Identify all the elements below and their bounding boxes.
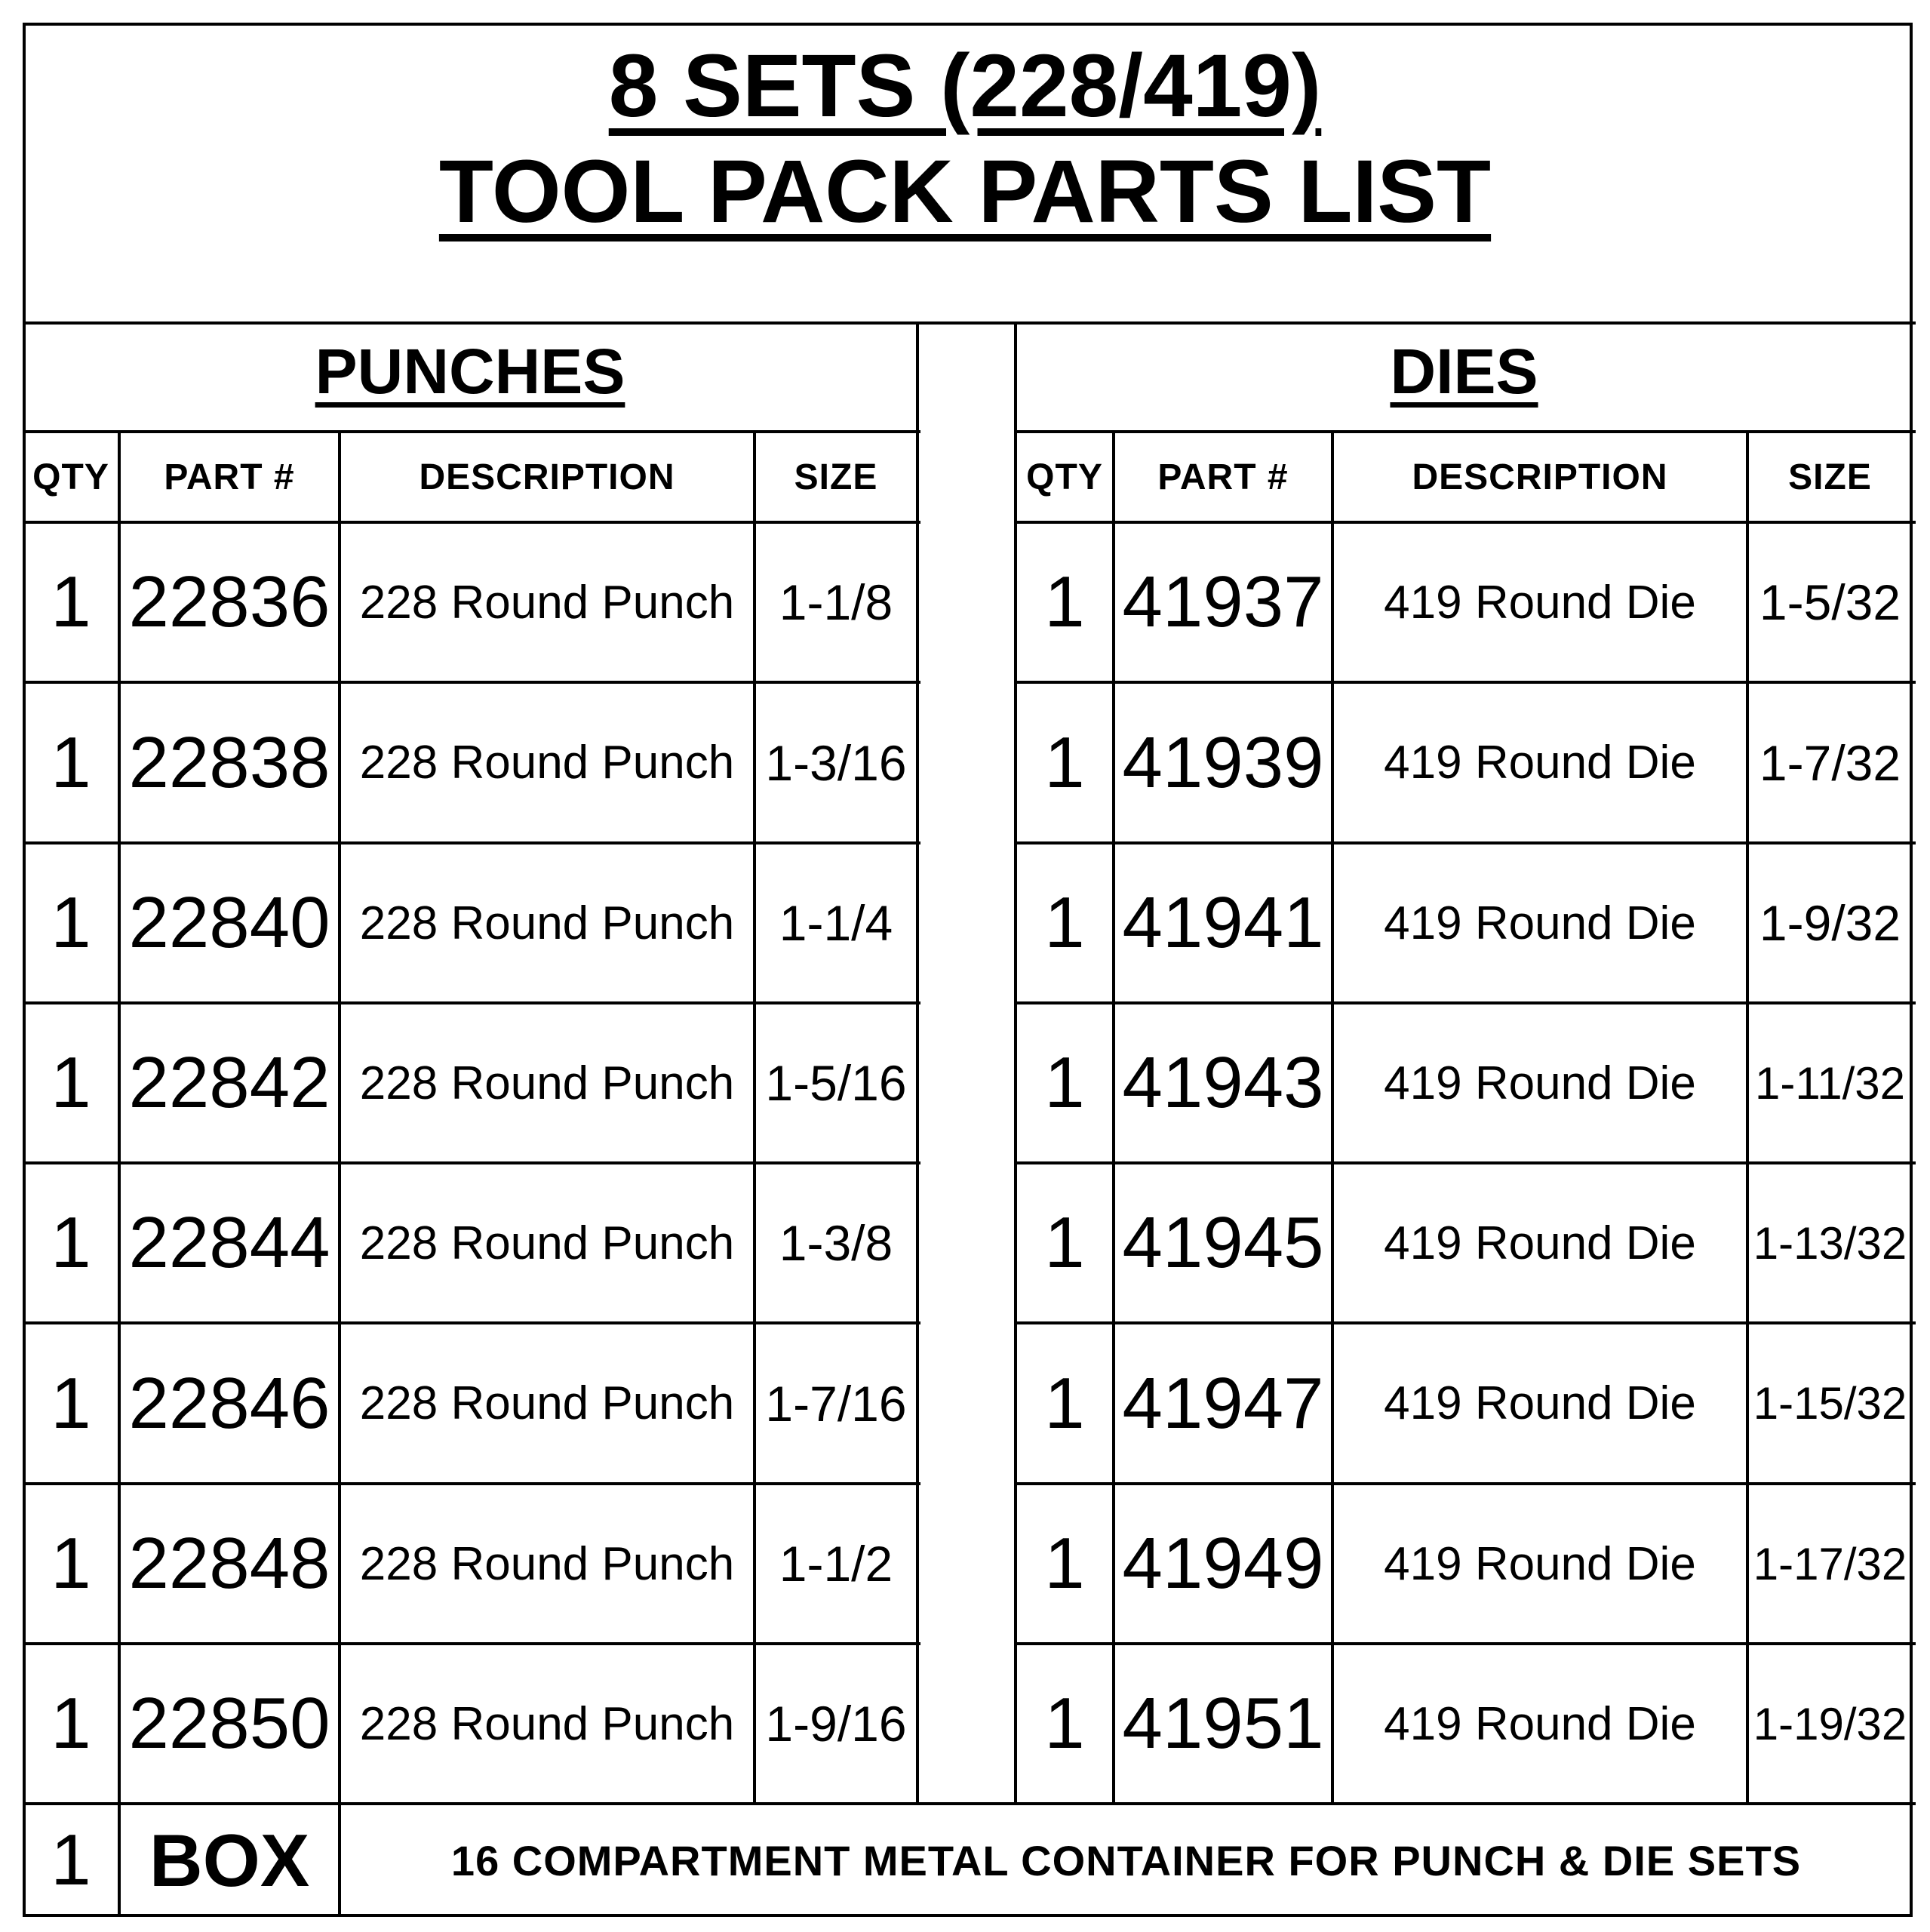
die-description: 419 Round Die — [1384, 1057, 1696, 1109]
die-part-number: 41943 — [1122, 1042, 1324, 1123]
punch-size: 1-9/16 — [765, 1696, 907, 1752]
punches-description-header: DESCRIPTION — [419, 457, 675, 497]
die-part-number: 41947 — [1122, 1362, 1324, 1444]
punch-size: 1-1/8 — [779, 574, 893, 630]
box-qty: 1 — [51, 1820, 91, 1900]
punches-part-header: PART # — [164, 457, 295, 497]
title-line-1: 8 SETS (228/419) — [608, 36, 1322, 136]
punch-size: 1-3/16 — [765, 734, 907, 791]
punch-qty: 1 — [51, 721, 91, 803]
dies-qty-header: QTY — [1026, 457, 1103, 497]
die-size: 1-19/32 — [1753, 1698, 1907, 1749]
punch-part-number: 22842 — [128, 1042, 330, 1123]
die-size: 1-11/32 — [1754, 1057, 1906, 1109]
die-description: 419 Round Die — [1384, 897, 1696, 949]
punch-part-number: 22848 — [128, 1523, 330, 1604]
punches-heading: PUNCHES — [315, 336, 625, 407]
punch-size: 1-7/16 — [765, 1375, 907, 1432]
punch-qty: 1 — [51, 1362, 91, 1444]
die-qty: 1 — [1044, 1683, 1085, 1764]
die-qty: 1 — [1044, 721, 1085, 803]
punch-qty: 1 — [51, 1523, 91, 1604]
punch-size: 1-1/2 — [779, 1536, 893, 1592]
die-description: 419 Round Die — [1384, 1217, 1696, 1269]
punch-description: 228 Round Punch — [359, 737, 735, 789]
punch-description: 228 Round Punch — [359, 1697, 735, 1750]
punch-qty: 1 — [51, 1683, 91, 1764]
die-size: 1-9/32 — [1759, 895, 1901, 951]
die-part-number: 41937 — [1122, 561, 1324, 642]
die-qty: 1 — [1044, 1202, 1085, 1283]
punch-part-number: 22846 — [128, 1362, 330, 1444]
die-size: 1-13/32 — [1753, 1217, 1907, 1269]
die-part-number: 41945 — [1122, 1202, 1324, 1283]
die-size: 1-15/32 — [1753, 1378, 1907, 1429]
punch-description: 228 Round Punch — [359, 1537, 735, 1590]
punch-qty: 1 — [51, 1202, 91, 1283]
punches-size-header: SIZE — [794, 457, 878, 497]
die-description: 419 Round Die — [1384, 1377, 1696, 1429]
table-rule — [23, 321, 1916, 325]
punches-qty-header: QTY — [32, 457, 109, 497]
punch-part-number: 22840 — [128, 882, 330, 963]
die-size: 1-5/32 — [1759, 574, 1901, 630]
punch-part-number: 22838 — [128, 721, 330, 803]
punch-description: 228 Round Punch — [359, 576, 735, 629]
punch-description: 228 Round Punch — [359, 1217, 735, 1269]
die-qty: 1 — [1044, 882, 1085, 963]
die-part-number: 41941 — [1122, 882, 1324, 963]
dies-description-header: DESCRIPTION — [1412, 457, 1668, 497]
box-description: 16 COMPARTMENT METAL CONTAINER FOR PUNCH & DIE SETS — [450, 1836, 1802, 1884]
punch-part-number: 22836 — [128, 561, 330, 642]
die-qty: 1 — [1044, 1042, 1085, 1123]
title-line-2: TOOL PACK PARTS LIST — [438, 142, 1492, 242]
die-description: 419 Round Die — [1384, 737, 1696, 789]
punch-qty: 1 — [51, 561, 91, 642]
die-description: 419 Round Die — [1384, 576, 1696, 629]
punch-part-number: 22850 — [128, 1683, 330, 1764]
dies-heading: DIES — [1390, 336, 1538, 407]
punch-qty: 1 — [51, 882, 91, 963]
die-size: 1-7/32 — [1759, 734, 1901, 791]
die-part-number: 41939 — [1122, 721, 1324, 803]
punch-part-number: 22844 — [128, 1202, 330, 1283]
die-description: 419 Round Die — [1384, 1537, 1696, 1590]
die-description: 419 Round Die — [1384, 1697, 1696, 1750]
die-part-number: 41949 — [1122, 1523, 1324, 1604]
punch-size: 1-3/8 — [779, 1215, 893, 1271]
dies-part-header: PART # — [1157, 457, 1289, 497]
punch-qty: 1 — [51, 1042, 91, 1123]
die-qty: 1 — [1044, 561, 1085, 642]
die-qty: 1 — [1044, 1523, 1085, 1604]
punch-description: 228 Round Punch — [359, 1377, 735, 1429]
die-part-number: 41951 — [1122, 1683, 1324, 1764]
die-size: 1-17/32 — [1753, 1538, 1907, 1589]
die-qty: 1 — [1044, 1362, 1085, 1444]
punch-size: 1-5/16 — [765, 1055, 907, 1111]
punch-description: 228 Round Punch — [359, 897, 735, 949]
punch-size: 1-1/4 — [779, 895, 893, 951]
dies-size-header: SIZE — [1788, 457, 1872, 497]
box-part-number: BOX — [149, 1818, 310, 1902]
punch-description: 228 Round Punch — [359, 1057, 735, 1109]
